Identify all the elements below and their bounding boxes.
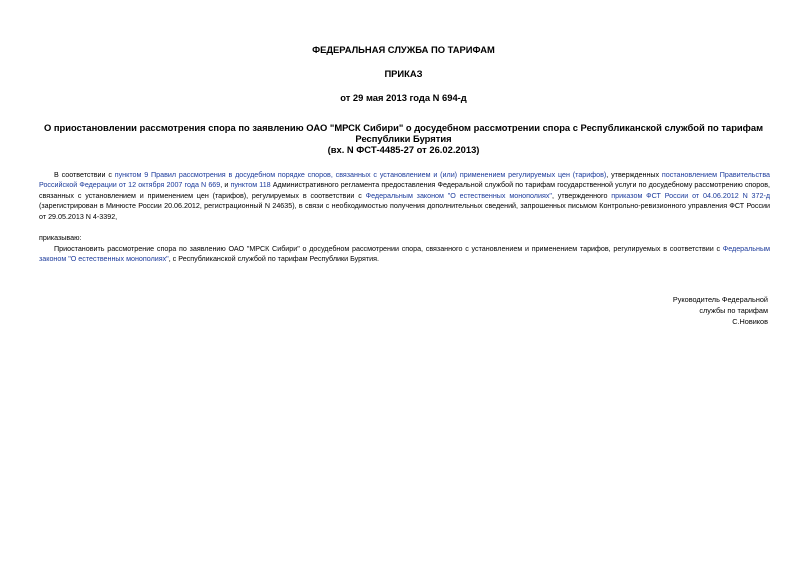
preamble-text: В соответствии с — [54, 171, 115, 179]
order-text: Приостановить рассмотрение спора по заявлению ОАО "МРСК Сибири" о досудебном рассмотрении спора, связанного с установлением и применением тарифов, регулируемых в соответствии с — [54, 245, 723, 253]
signature-position-line-1: Руководитель Федеральной — [672, 295, 768, 304]
rules-point-9-link[interactable]: пунктом 9 Правил рассмотрения в досудебном порядке споров, связанных с установлением и (или) применением регулируемых цен (тарифов) — [114, 171, 607, 179]
fst-order-link[interactable]: приказом ФСТ России от 04.06.2012 N 372-д — [611, 191, 771, 200]
federal-law-link-2[interactable]: Федеральным законом "О естественных монополиях" — [39, 245, 770, 264]
preamble-text: , утвержденного — [551, 191, 612, 200]
doc-title-line-1: О приостановлении рассмотрения спора по заявлению ОАО "МРСК Сибири" о досудебном рассмотрении спора с Республиканской службой по тарифам — [43, 122, 764, 133]
preamble-text: , и — [220, 181, 231, 190]
preamble-text: , утвержденных — [606, 171, 662, 179]
doc-type-heading: ПРИКАЗ — [384, 68, 423, 79]
preamble-text: Административного регламента предоставления Федеральной службой по тарифам государственной услуги по досудебному рассмотрению споров, связанных с установлением и применением цен (тарифов), регулируемых в соответствии с — [39, 181, 770, 200]
federal-law-link[interactable]: Федеральным законом "О естественных монополиях" — [365, 191, 552, 200]
government-resolution-link[interactable]: постановлением Правительства Российской Федерации от 12 октября 2007 года N 669 — [39, 171, 770, 190]
doc-date: от 29 мая 2013 года N 694-д — [340, 92, 467, 103]
order-word: приказываю: — [39, 234, 82, 242]
signature-name: С.Новиков — [732, 317, 768, 326]
agency-heading: ФЕДЕРАЛЬНАЯ СЛУЖБА ПО ТАРИФАМ — [312, 44, 495, 55]
point-118-link[interactable]: пунктом 118 — [230, 181, 271, 190]
doc-title-line-2: Республики Бурятия — [355, 133, 452, 144]
order-paragraph — [39, 244, 770, 265]
order-text: , с Республиканской службой по тарифам Республики Бурятия. — [168, 255, 379, 264]
preamble-text: (зарегистрирован в Минюсте России 20.06.2012, регистрационный N 24635), в связи с необходимостью получения дополнительных сведений, запрошенных письмом Контрольно-ревизионного управления ФСТ России от 29.05.2013 N 4-3392, — [39, 202, 770, 221]
preamble-paragraph — [39, 170, 770, 222]
signature-position-line-2: службы по тарифам — [699, 306, 768, 315]
doc-title-line-3: (вх. N ФСТ-4485-27 от 26.02.2013) — [327, 144, 480, 155]
